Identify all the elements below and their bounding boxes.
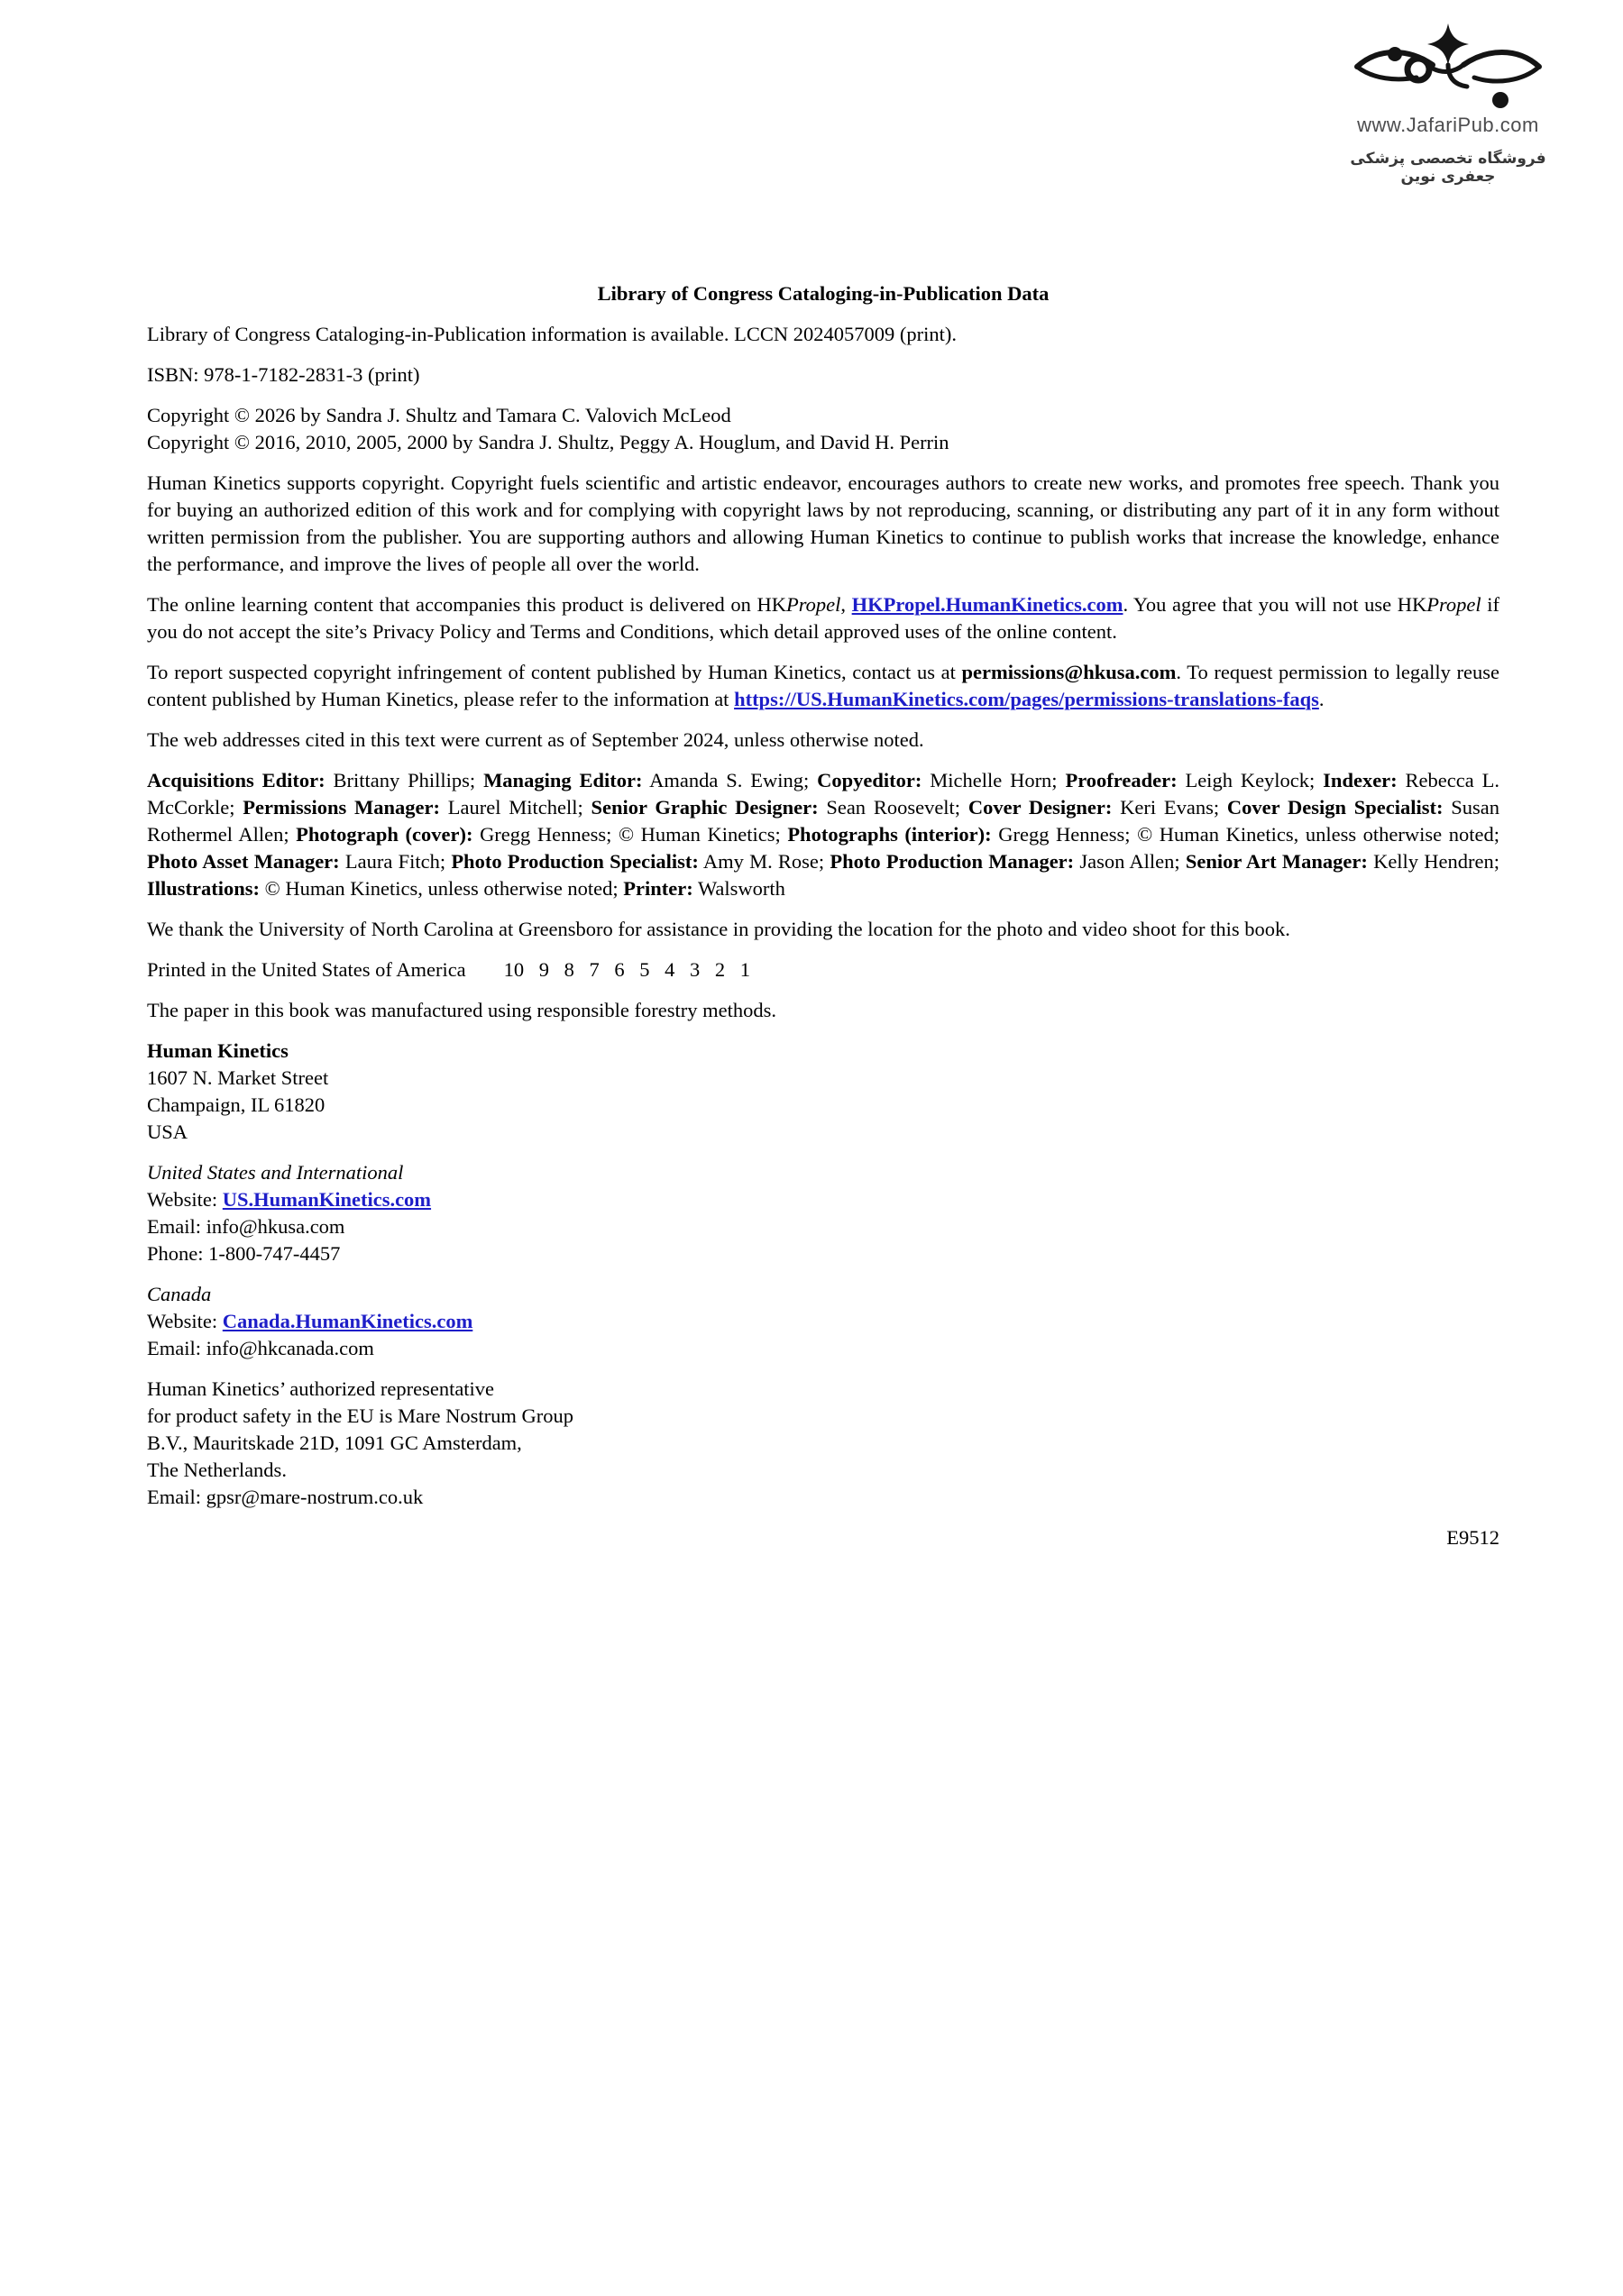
us-website-line: Website: US.HumanKinetics.com (147, 1188, 432, 1211)
copyright-line-2: Copyright © 2016, 2010, 2005, 2000 by Sandra J. Shultz, Peggy A. Houglum, and David H. Perrin (147, 431, 949, 453)
printed-text: Printed in the United States of America (147, 958, 466, 981)
edition-code: E9512 (1446, 1526, 1499, 1549)
publisher-name: Human Kinetics (147, 1039, 289, 1062)
us-international-contact-block (147, 1159, 1499, 1267)
credit-label: Photo Asset Manager: (147, 850, 340, 873)
credit-label: Photograph (cover): (296, 823, 473, 846)
canada-email-line: Email: info@hkcanada.com (147, 1337, 374, 1359)
credit-label: Permissions Manager: (243, 796, 440, 819)
eu-rep-line: Email: gpsr@mare-nostrum.co.uk (147, 1486, 424, 1508)
publisher-city: Champaign, IL 61820 (147, 1093, 326, 1116)
online-content-paragraph: The online learning content that accompanies this product is delivered on HKPropel, HKPropel.HumanKinetics.com. You agree that you will not use HKPropel if you do not accept the site’s Privacy Policy and Terms and Conditions, which detail approved uses of the online content. (147, 593, 1500, 643)
credit-label: Cover Designer: (967, 796, 1113, 819)
logo-site-url: www.JafariPub.com (1357, 114, 1539, 136)
region-heading-us-intl: United States and International (147, 1161, 404, 1184)
credit-label: Proofreader: (1065, 769, 1178, 791)
credit-label: Printer: (623, 877, 693, 900)
credit-label: Acquisitions Editor: (147, 769, 326, 791)
us-email-line: Email: info@hkusa.com (147, 1215, 345, 1238)
hkpropel-link[interactable]: HKPropel.HumanKinetics.com (851, 593, 1123, 616)
printed-line (147, 956, 1499, 983)
credit-label: Cover Design Specialist: (1226, 796, 1444, 819)
hkpropel-italic: Propel (1426, 593, 1481, 616)
eu-rep-line: for product safety in the EU is Mare Nostrum Group (147, 1404, 574, 1427)
us-phone-line: Phone: 1-800-747-4457 (147, 1242, 341, 1265)
eu-rep-line: B.V., Mauritskade 21D, 1091 GC Amsterdam, (147, 1432, 522, 1454)
credit-label: Copyeditor: (817, 769, 922, 791)
copyright-support-paragraph: Human Kinetics supports copyright. Copyright fuels scientific and artistic endeavor, encourages authors to create new works, and promotes free speech. Thank you for buying an authorized edition of this work and for complying with copyright laws by not reproducing, scanning, or distributing any part of it in any form without written permission from the publisher. You are supporting authors and allowing Human Kinetics to continue to publish works that increase the knowledge, enhance the performance, and improve the lives of people all over the world. (147, 471, 1499, 575)
isbn-line: ISBN: 978-1-7182-2831-3 (print) (147, 363, 420, 386)
lccn-line: Library of Congress Cataloging-in-Publication information is available. LCCN 2024057009 (print). (147, 323, 957, 345)
credit-label: Indexer: (1323, 769, 1398, 791)
credit-label: Illustrations: (147, 877, 261, 900)
canada-website-link[interactable]: Canada.HumanKinetics.com (222, 1310, 473, 1332)
region-heading-canada: Canada (147, 1283, 212, 1305)
permissions-faq-link[interactable]: https://US.HumanKinetics.com/pages/permissions-translations-faqs (734, 688, 1319, 710)
copyright-lines (147, 402, 1499, 456)
calligraphy-logo-icon (1353, 22, 1543, 112)
publisher-country: USA (147, 1121, 188, 1143)
eu-rep-line: The Netherlands. (147, 1459, 287, 1481)
hkpropel-italic: Propel (785, 593, 841, 616)
logo-tagline-farsi: فروشگاه تخصصی پزشکی جعفری نوین (1350, 150, 1546, 186)
page-title: Library of Congress Cataloging-in-Publication Data (597, 282, 1050, 305)
credit-label: Senior Graphic Designer: (591, 796, 819, 819)
eu-rep-line: Human Kinetics’ authorized representative (147, 1377, 495, 1400)
paper-note-line: The paper in this book was manufactured using responsible forestry methods. (147, 999, 776, 1021)
print-run-numbers: 10 9 8 7 6 5 4 3 2 1 (503, 958, 751, 981)
copyright-text-column (147, 280, 1499, 1565)
canada-contact-block (147, 1281, 1499, 1362)
web-addresses-note: The web addresses cited in this text were current as of September 2024, unless otherwise noted. (147, 728, 924, 751)
staff-credits-paragraph: Acquisitions Editor: Brittany Phillips; Managing Editor: Amanda S. Ewing; Copyeditor: Michelle Horn; Proofreader: Leigh Keylock; Indexer: Rebecca L. McCorkle; Permissions Manager: Laurel Mitchell; Senior Graphic Designer: Sean Roosevelt; Cover Designer: Keri Evans; Cover Design Specialist: Susan Rothermel Allen; Photograph (cover): Gregg Henness; © Human Kinetics; Photographs (interior): Gregg Henness; © Human Kinetics, unless otherwise noted; Photo Asset Manager: Laura Fitch; Photo Production Specialist: Amy M. Rose; Photo Production Manager: Jason Allen; Senior Art Manager: Kelly Hendren; Illustrations: © Human Kinetics, unless otherwise noted; Printer: Walsworth (147, 769, 1500, 900)
copyright-line-1: Copyright © 2026 by Sandra J. Shultz and Tamara C. Valovich McLeod (147, 404, 731, 426)
permissions-email: permissions@hkusa.com (961, 661, 1177, 683)
credit-label: Managing Editor: (483, 769, 643, 791)
publisher-address-block (147, 1038, 1499, 1146)
permissions-paragraph: To report suspected copyright infringement of content published by Human Kinetics, contact us at permissions@hkusa.com. To request permission to legally reuse content published by Human Kinetics, please refer to the information at https://US.HumanKinetics.com/pages/permissions-translations-faqs. (147, 661, 1500, 710)
credit-label: Photographs (interior): (787, 823, 992, 846)
us-website-link[interactable]: US.HumanKinetics.com (222, 1188, 432, 1211)
canada-website-line: Website: Canada.HumanKinetics.com (147, 1310, 473, 1332)
jafaripub-logo (1333, 22, 1563, 186)
credit-label: Senior Art Manager: (1185, 850, 1368, 873)
eu-representative-block (147, 1376, 1499, 1511)
credit-label: Photo Production Specialist: (451, 850, 699, 873)
publisher-street: 1607 N. Market Street (147, 1066, 329, 1089)
location-thanks-line: We thank the University of North Carolina at Greensboro for assistance in providing the location for the photo and video shoot for this book. (147, 918, 1290, 940)
credit-label: Photo Production Manager: (830, 850, 1075, 873)
